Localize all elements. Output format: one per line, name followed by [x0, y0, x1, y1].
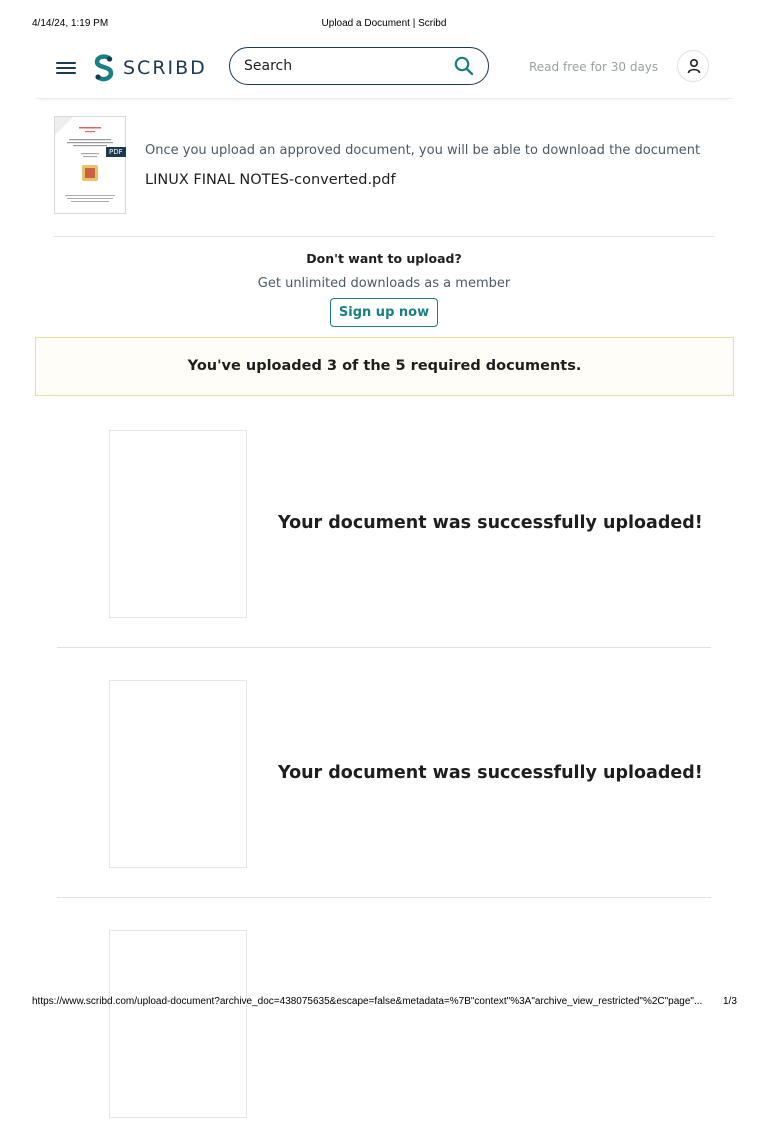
membership-upsell [0, 250, 768, 327]
upload-item [57, 397, 711, 648]
upload-success-message: Your document was successfully uploaded! [278, 513, 703, 533]
upsell-heading: Don't want to upload? [306, 251, 462, 266]
print-page-number: 1/3 [723, 996, 737, 1007]
upload-progress-text: You've uploaded 3 of the 5 required documents. [187, 358, 582, 374]
upload-thumbnail [109, 430, 247, 618]
read-free-link[interactable]: Read free for 30 days [529, 60, 659, 74]
uploaded-document-row [54, 116, 714, 237]
sign-up-button[interactable]: Sign up now [330, 298, 438, 327]
upload-progress-banner [35, 337, 734, 396]
hamburger-menu-icon[interactable] [56, 60, 76, 76]
upload-thumbnail [109, 680, 247, 868]
upload-item [57, 897, 711, 1147]
print-title: Upload a Document | Scribd [321, 18, 447, 29]
document-thumbnail [54, 116, 126, 214]
upload-item [57, 647, 711, 898]
account-button[interactable] [677, 50, 709, 82]
scribd-logo[interactable] [93, 52, 207, 84]
navbar [36, 44, 733, 99]
search-icon[interactable] [454, 56, 474, 76]
user-icon [686, 58, 702, 74]
document-preview-icon [55, 117, 125, 213]
download-notice: Once you upload an approved document, you will be able to download the document [145, 143, 701, 158]
logo-text: SCRIBD [123, 57, 207, 79]
print-url: https://www.scribd.com/upload-document?archive_doc=438075635&escape=false&metadata=%7B"context"%3A"archive_view_restricted"%2C"page"... [32, 996, 703, 1007]
pdf-badge: PDF [106, 147, 126, 157]
upload-success-message: Your document was successfully uploaded! [278, 763, 703, 783]
search-box[interactable] [229, 47, 489, 85]
print-datetime: 4/14/24, 1:19 PM [32, 18, 109, 29]
upload-thumbnail [109, 930, 247, 1118]
search-input[interactable] [244, 56, 444, 76]
upsell-subtext: Get unlimited downloads as a member [257, 276, 511, 291]
document-filename: LINUX FINAL NOTES-converted.pdf [145, 172, 396, 188]
scribd-logo-icon [93, 54, 115, 82]
